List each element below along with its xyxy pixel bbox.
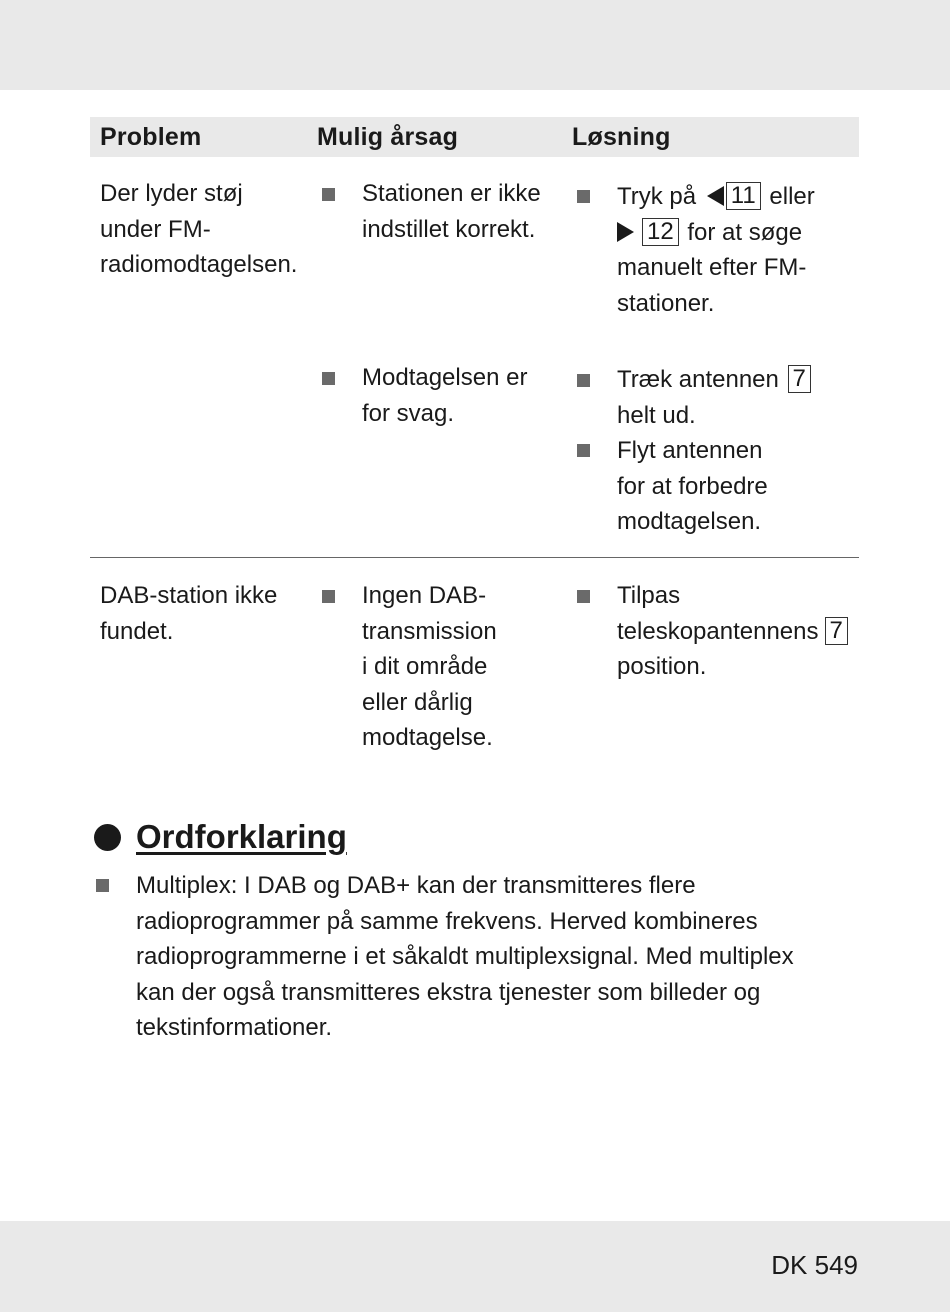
- text-line: radioprogrammer på samme frekvens. Herved kombineres: [136, 907, 758, 935]
- bullet-icon: [322, 590, 335, 603]
- text-line: modtagelse.: [362, 724, 493, 751]
- reference-number: 7: [825, 617, 848, 645]
- page-number: DK 549: [771, 1250, 858, 1280]
- text: eller: [769, 183, 815, 210]
- reference-number: 7: [788, 365, 811, 393]
- bullet-icon: [577, 374, 590, 387]
- right-arrow-icon: [617, 222, 634, 242]
- row2-cause: [362, 578, 497, 756]
- table-header: [90, 117, 859, 157]
- header-cause: Mulig årsag: [317, 123, 459, 151]
- section-title: Ordforklaring: [136, 818, 347, 855]
- text-line: radioprogrammerne i et såkaldt multiplexsignal. Med multiplex: [136, 943, 794, 970]
- text-line: under FM-: [100, 215, 211, 243]
- text: for at søge: [687, 218, 803, 246]
- bullet-icon: [577, 190, 590, 203]
- text-line: for at forbedre: [617, 472, 768, 500]
- row1-solution-2: [617, 362, 857, 433]
- section-paragraph: [136, 868, 846, 1046]
- text-line: Multiplex: I DAB og DAB+ kan der transmitteres flere: [136, 872, 696, 899]
- text-line: Modtagelsen er: [362, 364, 528, 391]
- text-line: tekstinformationer.: [136, 1014, 333, 1041]
- text: Tryk på: [617, 183, 697, 210]
- left-arrow-icon: [707, 186, 724, 206]
- text-line: for svag.: [362, 399, 455, 427]
- row-divider: [90, 557, 859, 558]
- section-bullet-icon: [94, 824, 121, 851]
- text-line: fundet.: [100, 617, 174, 645]
- text-line: radiomodtagelsen.: [100, 251, 298, 278]
- row2-solution: [617, 578, 857, 685]
- text-line: helt ud.: [617, 401, 696, 429]
- reference-number: 12: [642, 218, 679, 246]
- header-problem: Problem: [100, 123, 202, 151]
- text-line: Stationen er ikke: [362, 180, 541, 207]
- text-line: stationer.: [617, 289, 715, 317]
- text-line: kan der også transmitteres ekstra tjenester som billeder og: [136, 978, 761, 1006]
- text-line: position.: [617, 653, 707, 680]
- row1-problem: [100, 176, 297, 283]
- text-line: transmission: [362, 617, 497, 645]
- text-line: Tilpas: [617, 582, 681, 609]
- header-solution: Løsning: [572, 123, 671, 151]
- bullet-icon: [96, 879, 109, 892]
- top-band: [0, 0, 950, 90]
- bullet-icon: [322, 372, 335, 385]
- text-line: indstillet korrekt.: [362, 215, 536, 243]
- text-line: Der lyder støj: [100, 180, 243, 207]
- text-line: manuelt efter FM-: [617, 254, 807, 281]
- row1-solution-3: [617, 433, 857, 540]
- reference-number: 11: [726, 182, 761, 210]
- row1-cause-1: [362, 176, 541, 247]
- text-line: eller dårlig: [362, 688, 473, 716]
- text-line: Flyt antennen: [617, 437, 763, 464]
- row1-solution-1: [617, 179, 857, 321]
- bullet-icon: [322, 188, 335, 201]
- text: Træk antennen: [617, 366, 779, 393]
- row2-problem: [100, 578, 277, 649]
- bullet-icon: [577, 444, 590, 457]
- bullet-icon: [577, 590, 590, 603]
- row1-cause-2: [362, 360, 527, 431]
- text-line: modtagelsen.: [617, 508, 762, 535]
- text-line: Ingen DAB-: [362, 582, 487, 609]
- text: teleskopantennens: [617, 617, 819, 645]
- text-line: DAB-station ikke: [100, 582, 278, 609]
- text-line: i dit område: [362, 653, 488, 680]
